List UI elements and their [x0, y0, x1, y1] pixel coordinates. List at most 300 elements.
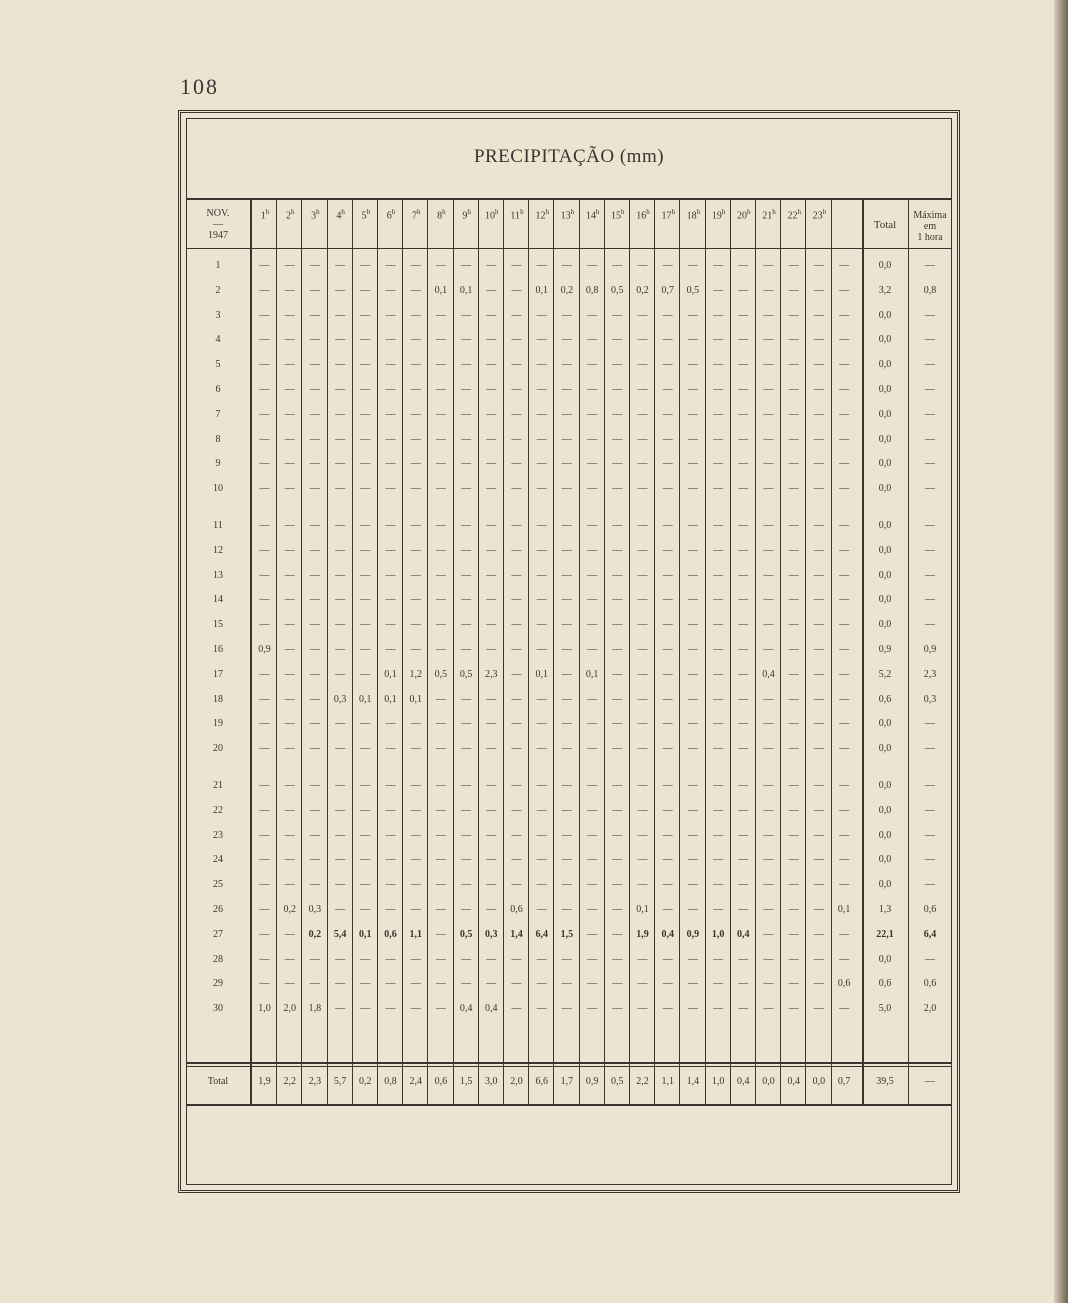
- precipitation-value: 0,1: [384, 693, 397, 705]
- row-max-hour: 0,3: [923, 693, 937, 705]
- no-precipitation-dash: —: [435, 928, 446, 940]
- no-precipitation-dash: —: [410, 544, 421, 556]
- no-precipitation-dash: —: [637, 408, 648, 420]
- no-precipitation-dash: —: [587, 384, 598, 395]
- no-precipitation-dash: —: [687, 978, 698, 990]
- header-hour: 3$^h$: [311, 208, 320, 222]
- no-precipitation-dash: —: [839, 458, 850, 470]
- no-precipitation-dash: —: [385, 619, 396, 631]
- no-precipitation-dash: —: [461, 904, 472, 915]
- no-precipitation-dash: —: [511, 408, 522, 420]
- row-max-hour: 0,6: [923, 904, 937, 915]
- no-precipitation-dash: —: [486, 594, 497, 606]
- no-precipitation-dash: —: [259, 780, 270, 791]
- no-precipitation-dash: —: [662, 718, 673, 730]
- no-precipitation-dash: —: [713, 804, 724, 816]
- no-precipitation-dash: —: [662, 334, 673, 346]
- no-precipitation-dash: —: [335, 978, 346, 990]
- no-precipitation-dash: —: [612, 309, 623, 321]
- precipitation-value: 0,1: [384, 668, 397, 680]
- no-precipitation-dash: —: [738, 408, 749, 420]
- no-precipitation-dash: —: [738, 569, 749, 581]
- no-precipitation-dash: —: [713, 829, 724, 841]
- no-precipitation-dash: —: [309, 309, 320, 321]
- row-total: 0,0: [878, 334, 892, 346]
- no-precipitation-dash: —: [284, 619, 295, 631]
- no-precipitation-dash: —: [561, 458, 572, 470]
- no-precipitation-dash: —: [536, 520, 547, 531]
- no-precipitation-dash: —: [435, 334, 446, 346]
- no-precipitation-dash: —: [687, 359, 698, 371]
- no-precipitation-dash: —: [259, 408, 270, 420]
- no-precipitation-dash: —: [561, 904, 572, 915]
- no-precipitation-dash: —: [410, 520, 421, 531]
- row-day-label: 14: [213, 594, 223, 606]
- row-day-label: 27: [213, 928, 223, 940]
- no-precipitation-dash: —: [385, 804, 396, 816]
- no-precipitation-dash: —: [612, 458, 623, 470]
- no-precipitation-dash: —: [410, 619, 421, 631]
- no-precipitation-dash: —: [788, 458, 799, 470]
- no-precipitation-dash: —: [435, 978, 446, 990]
- no-precipitation-dash: —: [410, 854, 421, 866]
- no-precipitation-dash: —: [713, 1003, 724, 1015]
- no-precipitation-dash: —: [259, 520, 270, 531]
- no-precipitation-dash: —: [284, 384, 295, 395]
- no-precipitation-dash: —: [536, 644, 547, 655]
- header-hour: 15$^h$: [611, 208, 625, 222]
- no-precipitation-dash: —: [687, 520, 698, 531]
- no-precipitation-dash: —: [360, 334, 371, 346]
- no-precipitation-dash: —: [435, 544, 446, 556]
- row-total: 0,0: [878, 619, 892, 631]
- no-precipitation-dash: —: [687, 569, 698, 581]
- no-precipitation-dash: —: [687, 693, 698, 705]
- no-precipitation-dash: —: [763, 829, 774, 841]
- no-precipitation-dash: —: [687, 594, 698, 606]
- no-precipitation-dash: —: [536, 594, 547, 606]
- no-precipitation-dash: —: [637, 433, 648, 445]
- no-precipitation-dash: —: [612, 1003, 623, 1015]
- no-precipitation-dash: —: [561, 384, 572, 395]
- precipitation-value: 0,5: [434, 668, 448, 680]
- no-precipitation-dash: —: [435, 718, 446, 730]
- no-precipitation-dash: —: [486, 978, 497, 990]
- no-precipitation-dash: —: [738, 1003, 749, 1015]
- no-precipitation-dash: —: [536, 433, 547, 445]
- row-max-hour: —: [925, 804, 935, 816]
- no-precipitation-dash: —: [788, 359, 799, 371]
- no-precipitation-dash: —: [763, 433, 774, 445]
- no-precipitation-dash: —: [612, 743, 623, 755]
- no-precipitation-dash: —: [360, 619, 371, 631]
- no-precipitation-dash: —: [435, 743, 446, 755]
- hour-total-value: 1,7: [560, 1076, 574, 1087]
- no-precipitation-dash: —: [461, 804, 472, 816]
- no-precipitation-dash: —: [839, 619, 850, 631]
- no-precipitation-dash: —: [662, 693, 673, 705]
- row-max-hour: —: [925, 544, 935, 556]
- precipitation-value: 0,6: [510, 904, 523, 915]
- no-precipitation-dash: —: [511, 693, 522, 705]
- no-precipitation-dash: —: [309, 804, 320, 816]
- row-total: 0,0: [878, 458, 892, 470]
- no-precipitation-dash: —: [839, 483, 850, 495]
- no-precipitation-dash: —: [284, 854, 295, 866]
- no-precipitation-dash: —: [612, 829, 623, 841]
- precipitation-value: 0,5: [686, 284, 700, 296]
- hour-total-value: 0,4: [787, 1076, 800, 1087]
- no-precipitation-dash: —: [738, 978, 749, 990]
- no-precipitation-dash: —: [360, 433, 371, 445]
- no-precipitation-dash: —: [435, 309, 446, 321]
- no-precipitation-dash: —: [435, 644, 446, 655]
- no-precipitation-dash: —: [385, 904, 396, 915]
- no-precipitation-dash: —: [587, 854, 598, 866]
- no-precipitation-dash: —: [360, 569, 371, 581]
- no-precipitation-dash: —: [536, 854, 547, 866]
- hour-total-value: 2,3: [308, 1076, 322, 1087]
- no-precipitation-dash: —: [587, 483, 598, 495]
- no-precipitation-dash: —: [813, 928, 824, 940]
- no-precipitation-dash: —: [839, 644, 850, 655]
- row-total: 0,0: [878, 718, 892, 730]
- header-max-line3: 1 hora: [917, 232, 943, 243]
- no-precipitation-dash: —: [385, 260, 396, 271]
- no-precipitation-dash: —: [511, 1003, 522, 1015]
- no-precipitation-dash: —: [511, 359, 522, 371]
- hour-total-value: 1,5: [459, 1076, 473, 1087]
- no-precipitation-dash: —: [536, 408, 547, 420]
- row-day-label: 9: [215, 458, 221, 470]
- precipitation-value: 0,2: [308, 928, 322, 940]
- no-precipitation-dash: —: [410, 953, 421, 965]
- header-hour: 17$^h$: [661, 208, 675, 222]
- no-precipitation-dash: —: [536, 978, 547, 990]
- precipitation-value: 0,1: [359, 693, 372, 705]
- header-hour: 9$^h$: [462, 208, 471, 222]
- no-precipitation-dash: —: [410, 594, 421, 606]
- hour-total-value: 6,6: [535, 1076, 548, 1087]
- no-precipitation-dash: —: [335, 408, 346, 420]
- no-precipitation-dash: —: [435, 260, 446, 271]
- no-precipitation-dash: —: [385, 544, 396, 556]
- no-precipitation-dash: —: [486, 854, 497, 866]
- no-precipitation-dash: —: [335, 594, 346, 606]
- no-precipitation-dash: —: [763, 594, 774, 606]
- row-max-hour: —: [925, 619, 935, 631]
- no-precipitation-dash: —: [738, 693, 749, 705]
- row-max-hour: 6,4: [923, 928, 937, 940]
- no-precipitation-dash: —: [763, 743, 774, 755]
- no-precipitation-dash: —: [788, 879, 799, 891]
- no-precipitation-dash: —: [637, 718, 648, 730]
- no-precipitation-dash: —: [687, 879, 698, 891]
- no-precipitation-dash: —: [486, 743, 497, 755]
- no-precipitation-dash: —: [284, 644, 295, 655]
- no-precipitation-dash: —: [763, 309, 774, 321]
- precipitation-value: 1,2: [409, 668, 422, 680]
- no-precipitation-dash: —: [335, 854, 346, 866]
- hour-total-value: 3,0: [485, 1076, 498, 1087]
- precipitation-value: 0,7: [661, 284, 674, 296]
- no-precipitation-dash: —: [435, 483, 446, 495]
- no-precipitation-dash: —: [788, 978, 799, 990]
- row-day-label: 8: [215, 433, 221, 445]
- no-precipitation-dash: —: [335, 718, 346, 730]
- no-precipitation-dash: —: [788, 334, 799, 346]
- no-precipitation-dash: —: [486, 334, 497, 346]
- no-precipitation-dash: —: [763, 384, 774, 395]
- no-precipitation-dash: —: [461, 854, 472, 866]
- no-precipitation-dash: —: [259, 619, 270, 631]
- no-precipitation-dash: —: [839, 284, 850, 296]
- row-total: 0,0: [878, 520, 892, 531]
- no-precipitation-dash: —: [587, 359, 598, 371]
- no-precipitation-dash: —: [662, 668, 673, 680]
- row-day-label: 20: [213, 743, 223, 755]
- no-precipitation-dash: —: [309, 668, 320, 680]
- header-hour: 7$^h$: [411, 208, 421, 222]
- no-precipitation-dash: —: [662, 644, 673, 655]
- no-precipitation-dash: —: [385, 978, 396, 990]
- no-precipitation-dash: —: [839, 953, 850, 965]
- no-precipitation-dash: —: [839, 879, 850, 891]
- no-precipitation-dash: —: [360, 260, 371, 271]
- no-precipitation-dash: —: [410, 1003, 421, 1015]
- row-total: 0,0: [878, 433, 892, 445]
- no-precipitation-dash: —: [410, 904, 421, 915]
- no-precipitation-dash: —: [410, 718, 421, 730]
- no-precipitation-dash: —: [435, 780, 446, 791]
- header-hour: 21$^h$: [762, 208, 776, 222]
- no-precipitation-dash: —: [612, 693, 623, 705]
- no-precipitation-dash: —: [259, 284, 270, 296]
- row-max-hour: —: [925, 334, 935, 346]
- no-precipitation-dash: —: [335, 743, 346, 755]
- row-day-label: 29: [213, 978, 223, 990]
- no-precipitation-dash: —: [687, 743, 698, 755]
- no-precipitation-dash: —: [561, 780, 572, 791]
- header-month-block: [186, 208, 250, 241]
- no-precipitation-dash: —: [259, 384, 270, 395]
- no-precipitation-dash: —: [536, 829, 547, 841]
- no-precipitation-dash: —: [788, 953, 799, 965]
- row-max-hour: —: [925, 829, 935, 841]
- precipitation-value: 0,1: [636, 904, 649, 915]
- row-total: 0,0: [878, 829, 892, 841]
- row-total: 0,0: [878, 359, 892, 371]
- no-precipitation-dash: —: [511, 483, 522, 495]
- no-precipitation-dash: —: [486, 284, 497, 296]
- no-precipitation-dash: —: [587, 804, 598, 816]
- no-precipitation-dash: —: [713, 693, 724, 705]
- no-precipitation-dash: —: [461, 978, 472, 990]
- no-precipitation-dash: —: [511, 334, 522, 346]
- no-precipitation-dash: —: [435, 433, 446, 445]
- header-month: NOV.: [206, 208, 230, 219]
- no-precipitation-dash: —: [511, 780, 522, 791]
- no-precipitation-dash: —: [813, 309, 824, 321]
- no-precipitation-dash: —: [839, 668, 850, 680]
- no-precipitation-dash: —: [360, 458, 371, 470]
- no-precipitation-dash: —: [309, 284, 320, 296]
- precipitation-value: 1,0: [711, 928, 725, 940]
- hour-total-value: 0,5: [611, 1076, 624, 1087]
- header-hour: 18$^h$: [686, 208, 701, 222]
- header-year: 1947: [208, 230, 228, 241]
- no-precipitation-dash: —: [813, 619, 824, 631]
- precipitation-value: 0,4: [737, 928, 750, 940]
- no-precipitation-dash: —: [813, 668, 824, 680]
- no-precipitation-dash: —: [662, 804, 673, 816]
- no-precipitation-dash: —: [335, 458, 346, 470]
- no-precipitation-dash: —: [763, 520, 774, 531]
- no-precipitation-dash: —: [360, 953, 371, 965]
- no-precipitation-dash: —: [788, 284, 799, 296]
- no-precipitation-dash: —: [309, 718, 320, 730]
- no-precipitation-dash: —: [410, 978, 421, 990]
- no-precipitation-dash: —: [662, 780, 673, 791]
- no-precipitation-dash: —: [612, 780, 623, 791]
- no-precipitation-dash: —: [687, 458, 698, 470]
- no-precipitation-dash: —: [763, 260, 774, 271]
- no-precipitation-dash: —: [461, 334, 472, 346]
- no-precipitation-dash: —: [637, 544, 648, 556]
- no-precipitation-dash: —: [309, 594, 320, 606]
- no-precipitation-dash: —: [360, 309, 371, 321]
- no-precipitation-dash: —: [788, 780, 799, 791]
- no-precipitation-dash: —: [561, 804, 572, 816]
- no-precipitation-dash: —: [788, 483, 799, 495]
- row-max-hour: —: [925, 408, 935, 420]
- no-precipitation-dash: —: [511, 569, 522, 581]
- no-precipitation-dash: —: [839, 520, 850, 531]
- no-precipitation-dash: —: [385, 780, 396, 791]
- no-precipitation-dash: —: [335, 668, 346, 680]
- precipitation-value: 0,8: [585, 284, 599, 296]
- no-precipitation-dash: —: [410, 879, 421, 891]
- row-day-label: 16: [213, 644, 223, 655]
- no-precipitation-dash: —: [284, 718, 295, 730]
- no-precipitation-dash: —: [763, 458, 774, 470]
- no-precipitation-dash: —: [461, 359, 472, 371]
- no-precipitation-dash: —: [511, 644, 522, 655]
- no-precipitation-dash: —: [662, 829, 673, 841]
- no-precipitation-dash: —: [587, 829, 598, 841]
- no-precipitation-dash: —: [637, 458, 648, 470]
- no-precipitation-dash: —: [461, 619, 472, 631]
- no-precipitation-dash: —: [536, 569, 547, 581]
- no-precipitation-dash: —: [738, 644, 749, 655]
- no-precipitation-dash: —: [813, 520, 824, 531]
- no-precipitation-dash: —: [587, 458, 598, 470]
- no-precipitation-dash: —: [309, 619, 320, 631]
- row-day-label: 5: [215, 359, 221, 371]
- no-precipitation-dash: —: [662, 520, 673, 531]
- no-precipitation-dash: —: [536, 780, 547, 791]
- no-precipitation-dash: —: [486, 879, 497, 891]
- no-precipitation-dash: —: [561, 260, 572, 271]
- no-precipitation-dash: —: [486, 804, 497, 816]
- no-precipitation-dash: —: [713, 644, 724, 655]
- no-precipitation-dash: —: [461, 594, 472, 606]
- no-precipitation-dash: —: [309, 854, 320, 866]
- no-precipitation-dash: —: [486, 520, 497, 531]
- no-precipitation-dash: —: [385, 483, 396, 495]
- no-precipitation-dash: —: [309, 743, 320, 755]
- no-precipitation-dash: —: [839, 544, 850, 556]
- no-precipitation-dash: —: [410, 408, 421, 420]
- no-precipitation-dash: —: [612, 953, 623, 965]
- row-max-hour: 0,6: [923, 978, 937, 990]
- no-precipitation-dash: —: [461, 780, 472, 791]
- no-precipitation-dash: —: [536, 458, 547, 470]
- no-precipitation-dash: —: [284, 693, 295, 705]
- hour-total-value: 0,9: [585, 1076, 599, 1087]
- no-precipitation-dash: —: [360, 544, 371, 556]
- no-precipitation-dash: —: [813, 260, 824, 271]
- row-max-hour: —: [925, 953, 935, 965]
- no-precipitation-dash: —: [637, 483, 648, 495]
- no-precipitation-dash: —: [486, 260, 497, 271]
- no-precipitation-dash: —: [410, 644, 421, 655]
- no-precipitation-dash: —: [738, 594, 749, 606]
- no-precipitation-dash: —: [662, 408, 673, 420]
- no-precipitation-dash: —: [435, 829, 446, 841]
- no-precipitation-dash: —: [713, 743, 724, 755]
- no-precipitation-dash: —: [435, 904, 446, 915]
- no-precipitation-dash: —: [662, 953, 673, 965]
- no-precipitation-dash: —: [788, 693, 799, 705]
- no-precipitation-dash: —: [662, 309, 673, 321]
- no-precipitation-dash: —: [410, 309, 421, 321]
- no-precipitation-dash: —: [587, 644, 598, 655]
- no-precipitation-dash: —: [587, 928, 598, 940]
- no-precipitation-dash: —: [511, 879, 522, 891]
- row-day-label: 25: [213, 879, 223, 891]
- no-precipitation-dash: —: [410, 260, 421, 271]
- no-precipitation-dash: —: [410, 433, 421, 445]
- no-precipitation-dash: —: [713, 544, 724, 556]
- row-max-hour: —: [925, 854, 935, 866]
- row-day-label: 30: [213, 1003, 223, 1015]
- no-precipitation-dash: —: [385, 284, 396, 296]
- no-precipitation-dash: —: [284, 569, 295, 581]
- no-precipitation-dash: —: [612, 569, 623, 581]
- no-precipitation-dash: —: [839, 260, 850, 271]
- precipitation-value: 0,4: [459, 1003, 473, 1015]
- no-precipitation-dash: —: [839, 829, 850, 841]
- header-hour: 22$^h$: [787, 208, 801, 222]
- no-precipitation-dash: —: [813, 594, 824, 606]
- precipitation-value: 6,4: [535, 928, 548, 940]
- precipitation-value: 0,2: [560, 284, 574, 296]
- no-precipitation-dash: —: [813, 384, 824, 395]
- no-precipitation-dash: —: [335, 520, 346, 531]
- precipitation-value: 1,8: [308, 1003, 322, 1015]
- no-precipitation-dash: —: [309, 408, 320, 420]
- no-precipitation-dash: —: [839, 804, 850, 816]
- row-day-label: 17: [213, 668, 223, 680]
- hour-total-value: 2,2: [283, 1076, 296, 1087]
- row-max-hour: —: [925, 879, 935, 891]
- no-precipitation-dash: —: [687, 619, 698, 631]
- no-precipitation-dash: —: [612, 594, 623, 606]
- no-precipitation-dash: —: [662, 359, 673, 371]
- no-precipitation-dash: —: [259, 743, 270, 755]
- no-precipitation-dash: —: [461, 433, 472, 445]
